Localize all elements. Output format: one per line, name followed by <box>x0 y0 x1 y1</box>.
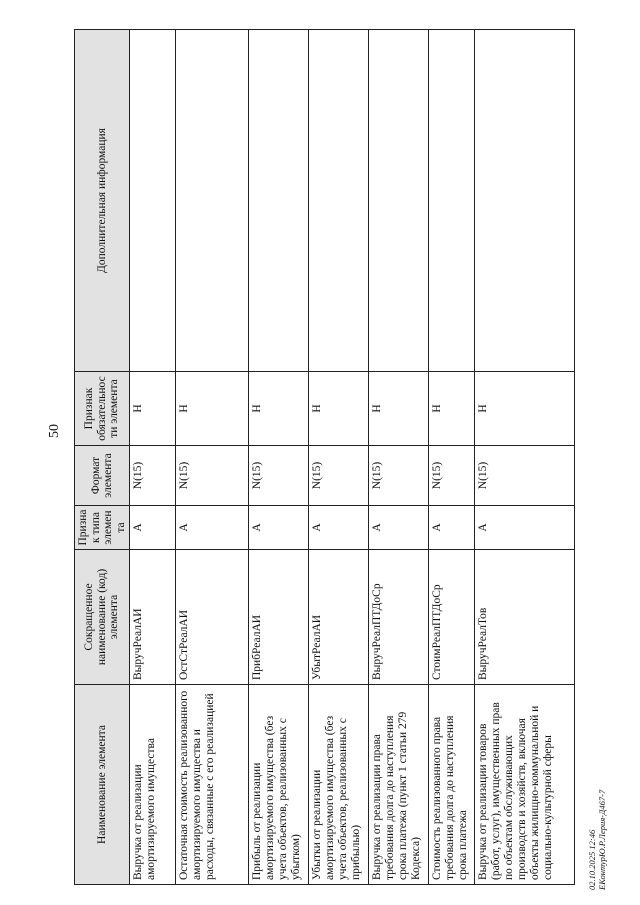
cell-type: А <box>249 506 309 550</box>
cell-info <box>130 30 176 372</box>
table-row <box>429 30 475 885</box>
header-short-code: Сокращенное наименование (код) элемента <box>75 550 130 685</box>
cell-format: N(15) <box>429 446 475 506</box>
table-row <box>176 30 249 885</box>
cell-name: Выручка от реализации амортизируемого имущества <box>130 685 176 885</box>
cell-code: СтоимРеалПТДоСр <box>429 550 475 685</box>
header-element-format: Формат элемента <box>75 446 130 506</box>
cell-code: УбытРеалАИ <box>309 550 369 685</box>
cell-code: ПрибРеалАИ <box>249 550 309 685</box>
cell-required: Н <box>369 372 429 446</box>
cell-format: N(15) <box>130 446 176 506</box>
cell-name: Выручка от реализации права требования долга до наступления срока платежа (пункт 1 статьи 279 Кодекса) <box>369 685 429 885</box>
table-header-row <box>75 30 130 885</box>
cell-type: А <box>369 506 429 550</box>
cell-required: Н <box>130 372 176 446</box>
cell-code: ВыручРеалТов <box>475 550 575 685</box>
cell-info <box>176 30 249 372</box>
cell-type: А <box>309 506 369 550</box>
cell-required: Н <box>176 372 249 446</box>
cell-type: А <box>176 506 249 550</box>
cell-format: N(15) <box>309 446 369 506</box>
cell-info <box>429 30 475 372</box>
cell-info <box>369 30 429 372</box>
footer-source: ЕКонтурЮ.Р.Лерия-Д467-7 <box>597 789 607 890</box>
cell-info <box>309 30 369 372</box>
cell-format: N(15) <box>176 446 249 506</box>
cell-info <box>475 30 575 372</box>
cell-type: А <box>475 506 575 550</box>
table-row <box>249 30 309 885</box>
cell-name: Стоимость реализованного права требования долга до наступления срока платежа <box>429 685 475 885</box>
cell-format: N(15) <box>369 446 429 506</box>
cell-name: Убытки от реализации амортизируемого имущества (без учета объектов, реализованных с прибылью) <box>309 685 369 885</box>
page-number: 50 <box>47 424 62 438</box>
cell-type: А <box>429 506 475 550</box>
cell-type: А <box>130 506 176 550</box>
cell-info <box>249 30 309 372</box>
table-row <box>309 30 369 885</box>
cell-required: Н <box>309 372 369 446</box>
cell-format: N(15) <box>249 446 309 506</box>
footer-stamp <box>587 790 607 890</box>
cell-format: N(15) <box>475 446 575 506</box>
header-element-name: Наименование элемента <box>75 685 130 885</box>
table-row <box>130 30 176 885</box>
cell-required: Н <box>249 372 309 446</box>
elements-table <box>74 29 575 885</box>
cell-code: ОстСтРеалАИ <box>176 550 249 685</box>
table-row <box>369 30 429 885</box>
cell-required: Н <box>475 372 575 446</box>
cell-code: ВыручРеалПТДоСр <box>369 550 429 685</box>
header-additional-info: Дополнительная информация <box>75 30 130 372</box>
header-required-flag: Признак обязательности элемента <box>75 372 130 446</box>
table-row <box>475 30 575 885</box>
cell-name: Прибыль от реализации амортизируемого имущества (без учета объектов, реализованных с убытком) <box>249 685 309 885</box>
cell-name: Выручка от реализации товаров (работ, услуг), имущественных прав по объектам обслуживающих производств и хозяйств, включая объекты жилищно-коммунальной и социально-культурной сферы <box>475 685 575 885</box>
cell-name: Остаточная стоимость реализованного амортизируемого имущества и расходы, связанные с его реализацией <box>176 685 249 885</box>
footer-date: 02.10.2025 12:46 <box>587 829 597 890</box>
cell-required: Н <box>429 372 475 446</box>
header-element-type: Признак типа элемента <box>75 506 130 550</box>
rotated-table-container <box>74 30 562 885</box>
cell-code: ВыручРеалАИ <box>130 550 176 685</box>
